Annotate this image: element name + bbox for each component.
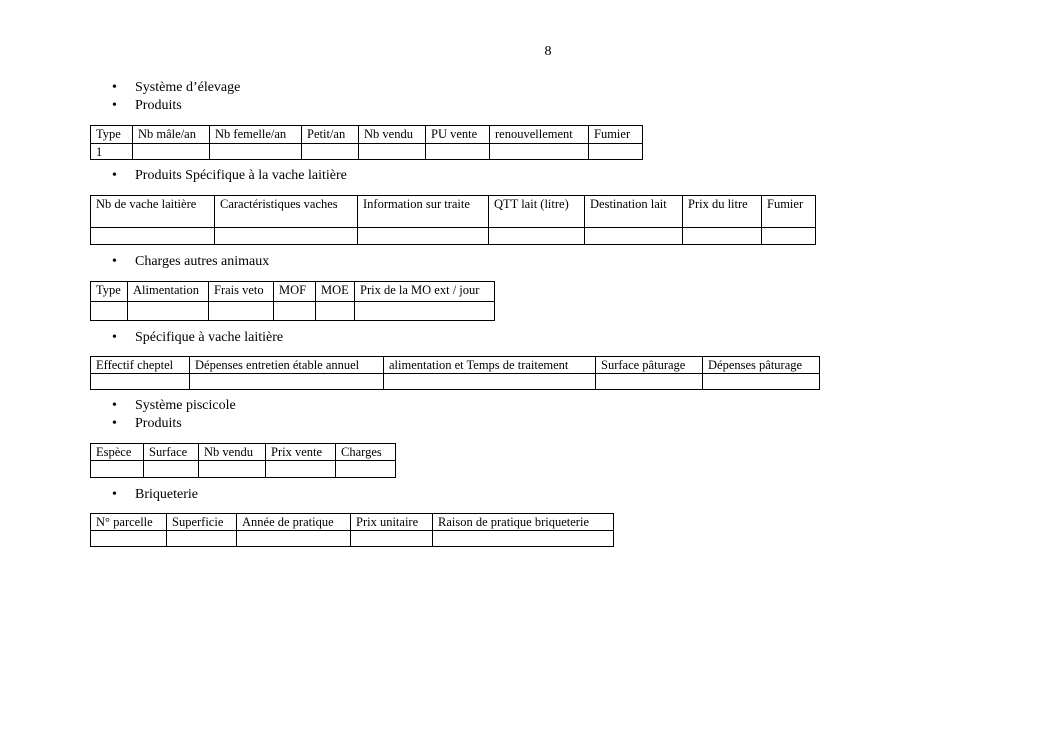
column-header: Nb vendu [359, 126, 426, 144]
column-header: Alimentation [128, 282, 209, 302]
table-cell [144, 461, 199, 478]
table-row [91, 531, 614, 547]
column-header: Petit/an [302, 126, 359, 144]
column-header: Effectif cheptel [91, 357, 190, 374]
table-row [91, 302, 495, 321]
table-cell [489, 228, 585, 245]
table-cell [384, 374, 596, 390]
column-header: Année de pratique [237, 514, 351, 531]
column-header: Prix unitaire [351, 514, 433, 531]
column-header: Prix du litre [683, 196, 762, 228]
column-header: Destination lait [585, 196, 683, 228]
column-header: MOF [274, 282, 316, 302]
table-cell [703, 374, 820, 390]
bullet-specifique-vache: • Spécifique à vache laitière [112, 329, 283, 347]
bullet-list-elevage [112, 79, 240, 115]
table-cell [683, 228, 762, 245]
table-row [91, 461, 396, 478]
column-header: Type [91, 126, 133, 144]
table-cell [316, 302, 355, 321]
table-header-row [91, 126, 643, 144]
table-briqueterie [90, 513, 614, 547]
bullet-systeme-elevage: • Système d’élevage [112, 79, 240, 97]
column-header: alimentation et Temps de traitement [384, 357, 596, 374]
table-cell [91, 374, 190, 390]
table-cell: 1 [91, 144, 133, 160]
column-header: Nb mâle/an [133, 126, 210, 144]
page-number: 8 [544, 44, 552, 59]
column-header: Nb vendu [199, 444, 266, 461]
table-cell [91, 531, 167, 547]
table-cell [596, 374, 703, 390]
table-produits [90, 125, 643, 160]
table-header-row [91, 282, 495, 302]
column-header: QTT lait (litre) [489, 196, 585, 228]
column-header: Prix vente [266, 444, 336, 461]
table-row [91, 374, 820, 390]
table-cell [358, 228, 489, 245]
column-header: Prix de la MO ext / jour [355, 282, 495, 302]
column-header: Caractéristiques vaches [215, 196, 358, 228]
bullet-produits: • Produits [112, 97, 240, 115]
table-charges-autres [90, 281, 495, 321]
table-cell [237, 531, 351, 547]
table-row [91, 228, 816, 245]
table-piscicole [90, 443, 396, 478]
column-header: Superficie [167, 514, 237, 531]
table-cell [426, 144, 490, 160]
column-header: Information sur traite [358, 196, 489, 228]
column-header: Dépenses entretien étable annuel [190, 357, 384, 374]
column-header: renouvellement [490, 126, 589, 144]
table-cell [209, 302, 274, 321]
column-header: Type [91, 282, 128, 302]
table-cell [210, 144, 302, 160]
bullet-list-briqueterie [112, 486, 198, 504]
bullet-list-piscicole [112, 397, 236, 433]
column-header: Nb de vache laitière [91, 196, 215, 228]
bullet-charges-autres: • Charges autres animaux [112, 253, 269, 271]
table-cell [91, 461, 144, 478]
table-cell [91, 228, 215, 245]
column-header: Charges [336, 444, 396, 461]
table-header-row [91, 357, 820, 374]
bullet-produits-piscicole: • Produits [112, 415, 236, 433]
table-cell [302, 144, 359, 160]
column-header: PU vente [426, 126, 490, 144]
table-row [91, 144, 643, 160]
column-header: Fumier [589, 126, 643, 144]
table-cell [433, 531, 614, 547]
table-cell [91, 302, 128, 321]
table-header-row [91, 196, 816, 228]
column-header: MOE [316, 282, 355, 302]
bullet-briqueterie: • Briqueterie [112, 486, 198, 504]
bullet-list-vache [112, 167, 347, 185]
table-cell [355, 302, 495, 321]
column-header: N° parcelle [91, 514, 167, 531]
table-cell [274, 302, 316, 321]
table-header-row [91, 514, 614, 531]
table-cell [190, 374, 384, 390]
table-vache-laitiere [90, 195, 816, 245]
table-cell [589, 144, 643, 160]
column-header: Raison de pratique briqueterie [433, 514, 614, 531]
column-header: Surface [144, 444, 199, 461]
table-cell [336, 461, 396, 478]
column-header: Surface pâturage [596, 357, 703, 374]
column-header: Fumier [762, 196, 816, 228]
column-header: Dépenses pâturage [703, 357, 820, 374]
table-cell [266, 461, 336, 478]
bullet-list-specifique [112, 329, 283, 347]
table-specifique-vache [90, 356, 820, 390]
table-cell [359, 144, 426, 160]
table-cell [167, 531, 237, 547]
bullet-systeme-piscicole: • Système piscicole [112, 397, 236, 415]
table-cell [133, 144, 210, 160]
bullet-produits-vache: • Produits Spécifique à la vache laitière [112, 167, 347, 185]
table-cell [585, 228, 683, 245]
table-cell [199, 461, 266, 478]
column-header: Espèce [91, 444, 144, 461]
table-cell [215, 228, 358, 245]
column-header: Nb femelle/an [210, 126, 302, 144]
table-header-row [91, 444, 396, 461]
table-cell [351, 531, 433, 547]
table-cell [128, 302, 209, 321]
bullet-list-charges [112, 253, 269, 271]
table-cell [762, 228, 816, 245]
column-header: Frais veto [209, 282, 274, 302]
table-cell [490, 144, 589, 160]
